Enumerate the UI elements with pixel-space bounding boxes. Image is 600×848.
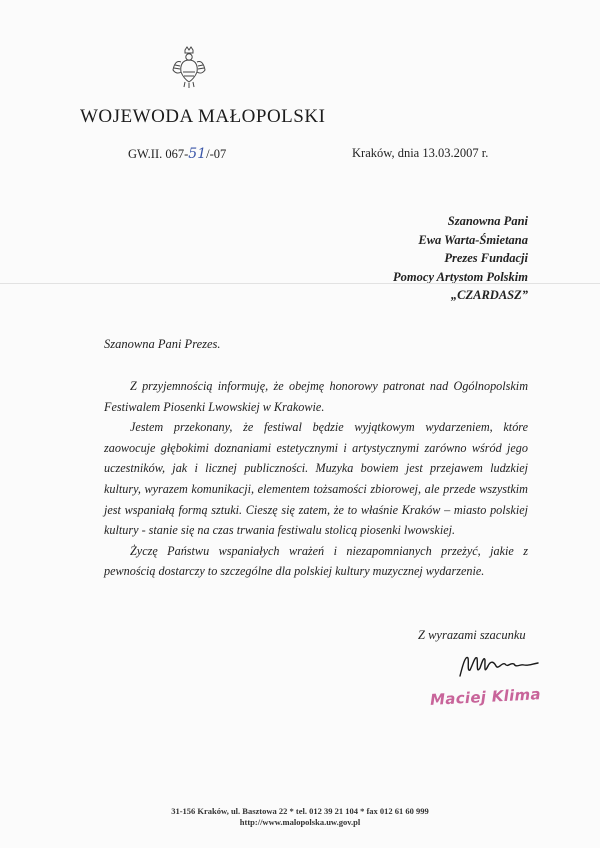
footer bbox=[0, 806, 600, 828]
letter-body bbox=[104, 376, 528, 582]
reference-prefix: GW.II. 067- bbox=[128, 147, 189, 161]
recipient-line: „CZARDASZ” bbox=[450, 288, 528, 302]
place-date: Kraków, dnia 13.03.2007 r. bbox=[352, 146, 489, 160]
salutation: Szanowna Pani Prezes. bbox=[104, 337, 221, 351]
footer-address: 31-156 Kraków, ul. Basztowa 22 * tel. 012 39 21 104 * fax 012 61 60 999 bbox=[171, 806, 429, 816]
closing: Z wyrazami szacunku bbox=[418, 628, 526, 642]
handwritten-signature bbox=[458, 650, 548, 680]
body-paragraph: Życzę Państwu wspaniałych wrażeń i niezapomnianych przeżyć, jakie z pewnością dostarczy to szczególne dla polskiej kultury muzycznej wydarzenie. bbox=[104, 543, 528, 579]
reference-suffix: /-07 bbox=[206, 147, 227, 161]
recipient-line: Pomocy Artystom Polskim bbox=[393, 269, 528, 284]
recipient-line: Ewa Warta-Śmietana bbox=[418, 232, 528, 247]
recipient-line: Szanowna Pani bbox=[447, 214, 528, 228]
reference-number bbox=[128, 146, 226, 162]
fold-line bbox=[0, 283, 600, 284]
letterhead-title: WOJEWODA MAŁOPOLSKI bbox=[80, 106, 326, 127]
reference-handwritten: 51 bbox=[188, 146, 207, 162]
polish-eagle-icon bbox=[172, 46, 206, 90]
recipient-block bbox=[393, 212, 528, 305]
recipient-line: Prezes Fundacji bbox=[444, 251, 528, 265]
body-paragraph: Jestem przekonany, że festiwal będzie wyjątkowym wydarzeniem, które zaowocuje głębokimi doznaniami estetycznymi i artystycznymi zarówno wśród jego uczestników, jak i licznej publiczności. Muzyka bowiem jest przejawem ludzkiej kultury, wyrazem komunikacji, elementem tożsamości zbiorowej, ale przede wszystkim jest wspaniałą formą sztuki. Cieszę się zatem, że to właśnie Kraków – miasto polskiej kultury - stanie się na czas trwania festiwalu stolicą piosenki lwowskiej. bbox=[104, 420, 528, 538]
signature-name-stamp: Maciej Klima bbox=[429, 685, 542, 709]
body-paragraph: Z przyjemnością informuję, że obejmę honorowy patronat nad Ogólnopolskim Festiwalem Piosenki Lwowskiej w Krakowie. bbox=[104, 379, 528, 414]
footer-url[interactable]: http://www.malopolska.uw.gov.pl bbox=[239, 817, 361, 827]
